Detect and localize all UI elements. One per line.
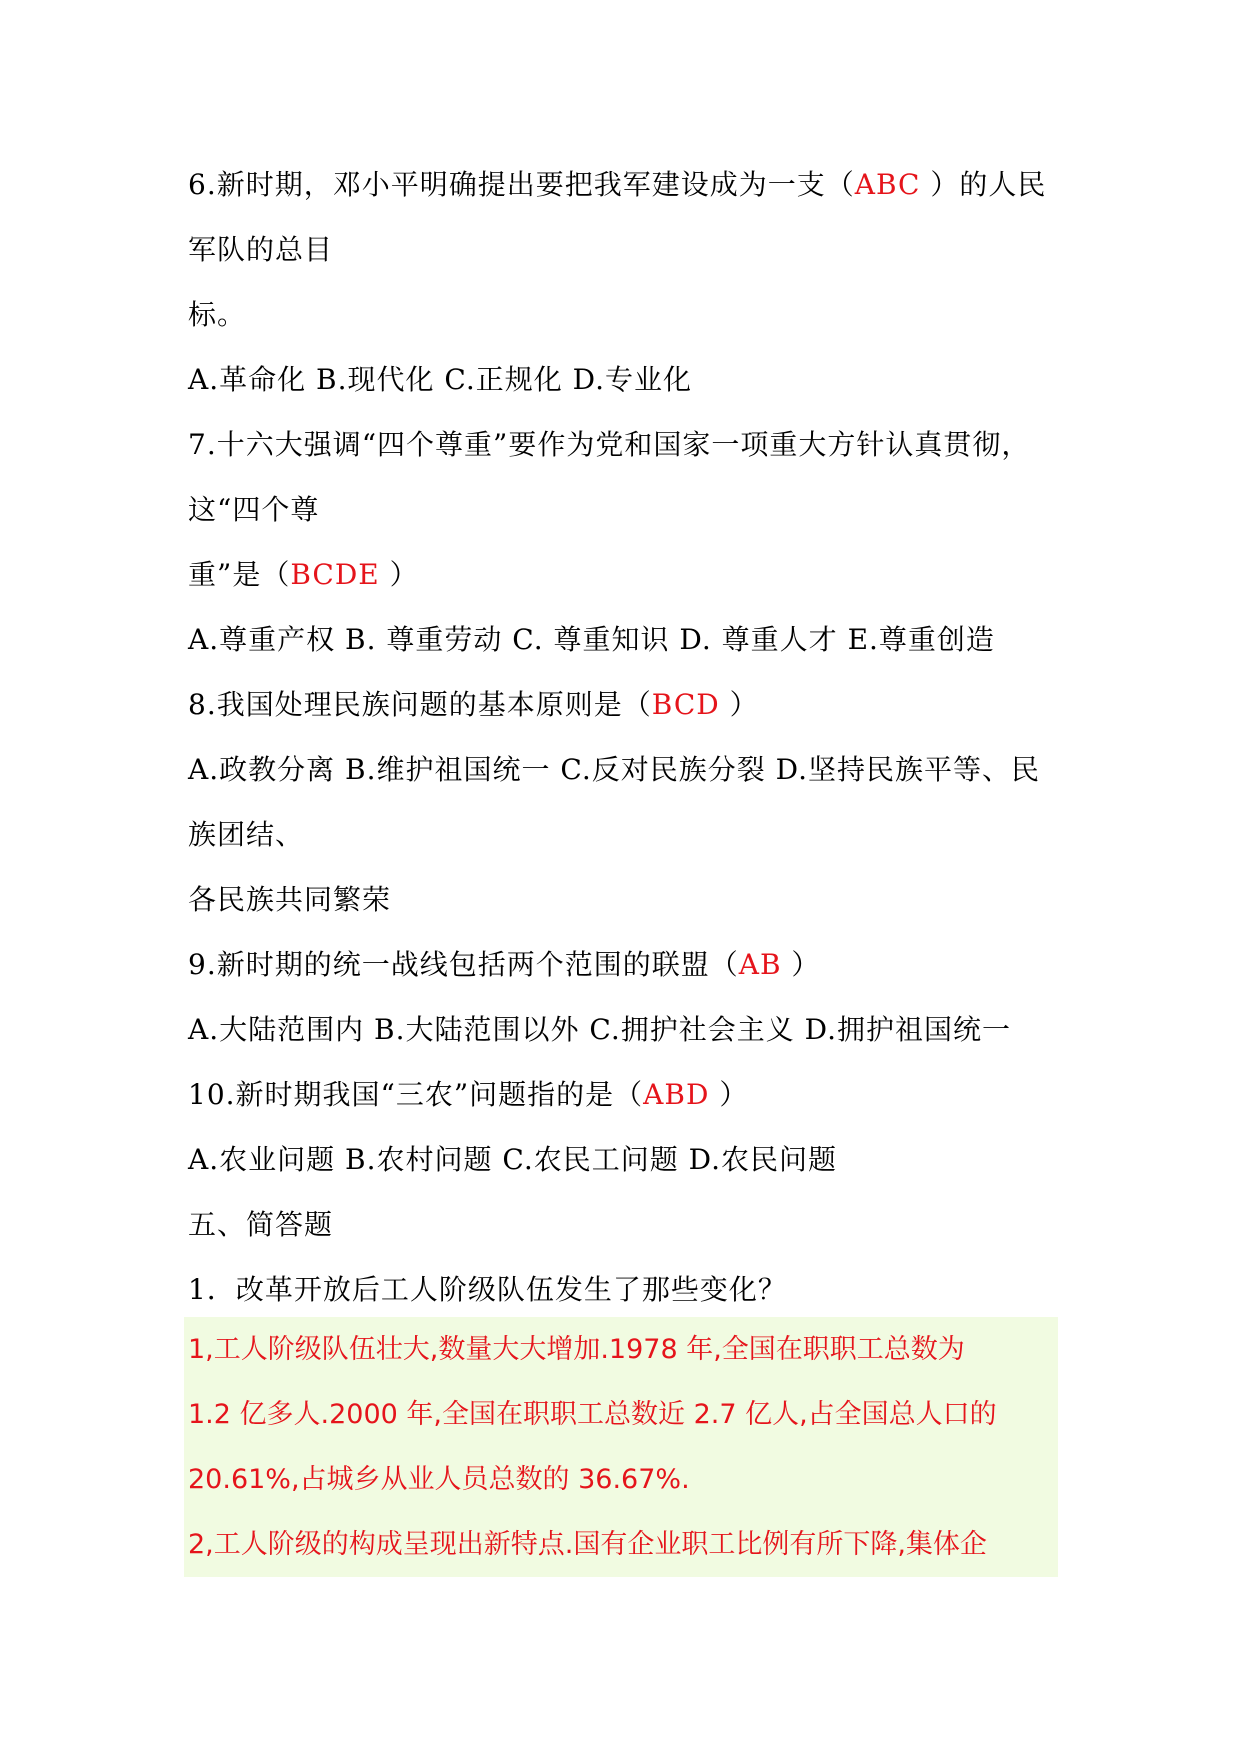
q9-stem [188,932,1068,997]
answer-line-4: 2,工人阶级的构成呈现出新特点.国有企业职工比例有所下降,集体企 [188,1529,987,1560]
q7-options: A.尊重产权 B. 尊重劳动 C. 尊重知识 D. 尊重人才 E.尊重创造 [188,623,995,656]
q9-options: A.大陆范围内 B.大陆范围以外 C.拥护社会主义 D.拥护祖国统一 [188,1013,1011,1046]
q6-options: A.革命化 B.现代化 C.正规化 D.专业化 [188,363,692,396]
q10-stem [188,1062,1068,1127]
q9-stem-end: ） [781,948,821,981]
q8-continuation-2: 各民族共同繁荣 [188,883,392,916]
section5-question-1: 1．改革开放后工人阶级队伍发生了那些变化？ [188,1273,787,1306]
q6-stem-end: ）的人民 [920,168,1047,201]
q6-stem-text: 6.新时期，邓小平明确提出要把我军建设成为一支（ [188,168,855,201]
short-answer-text [188,1317,1058,1577]
answer-line-3: 20.61%,占城乡从业人员总数的 36.67%. [188,1464,690,1495]
q6-continuation-2: 标。 [188,298,247,331]
q8-options: A.政教分离 B.维护祖国统一 C.反对民族分裂 D.坚持民族平等、民 [188,753,1040,786]
q10-options: A.农业问题 B.农村问题 C.农民工问题 D.农民问题 [188,1143,837,1176]
q6-stem [188,152,1068,217]
q9-stem-text: 9.新时期的统一战线包括两个范围的联盟（ [188,948,739,981]
q6-answer: ABC [854,168,921,201]
q8-stem-end: ） [719,688,759,721]
section5-heading: 五、简答题 [188,1208,334,1241]
q6-continuation-1: 军队的总目 [188,233,334,266]
q7-continuation-2 [188,542,1068,607]
q8-stem [188,672,1068,737]
q8-answer: BCD [651,688,720,721]
answer-line-1: 1,工人阶级队伍壮大,数量大大增加.1978 年,全国在职职工总数为 [188,1334,965,1365]
q7-cont-end: ） [379,558,419,591]
q7-stem: 7.十六大强调“四个尊重”要作为党和国家一项重大方针认真贯彻， [188,428,1031,461]
q10-stem-end: ） [709,1078,749,1111]
question-list [188,152,1068,1322]
answer-line-2: 1.2 亿多人.2000 年,全国在职职工总数近 2.7 亿人,占全国总人口的 [188,1399,997,1430]
q7-cont-text: 重”是（ [188,558,291,591]
q7-answer: BCDE [290,558,380,591]
q9-answer: AB [738,948,782,981]
q10-answer: ABD [643,1078,710,1111]
q10-stem-text: 10.新时期我国“三农”问题指的是（ [188,1078,644,1111]
q7-continuation-1: 这“四个尊 [188,493,320,526]
q8-continuation-1: 族团结、 [188,818,305,851]
q8-stem-text: 8.我国处理民族问题的基本原则是（ [188,688,652,721]
